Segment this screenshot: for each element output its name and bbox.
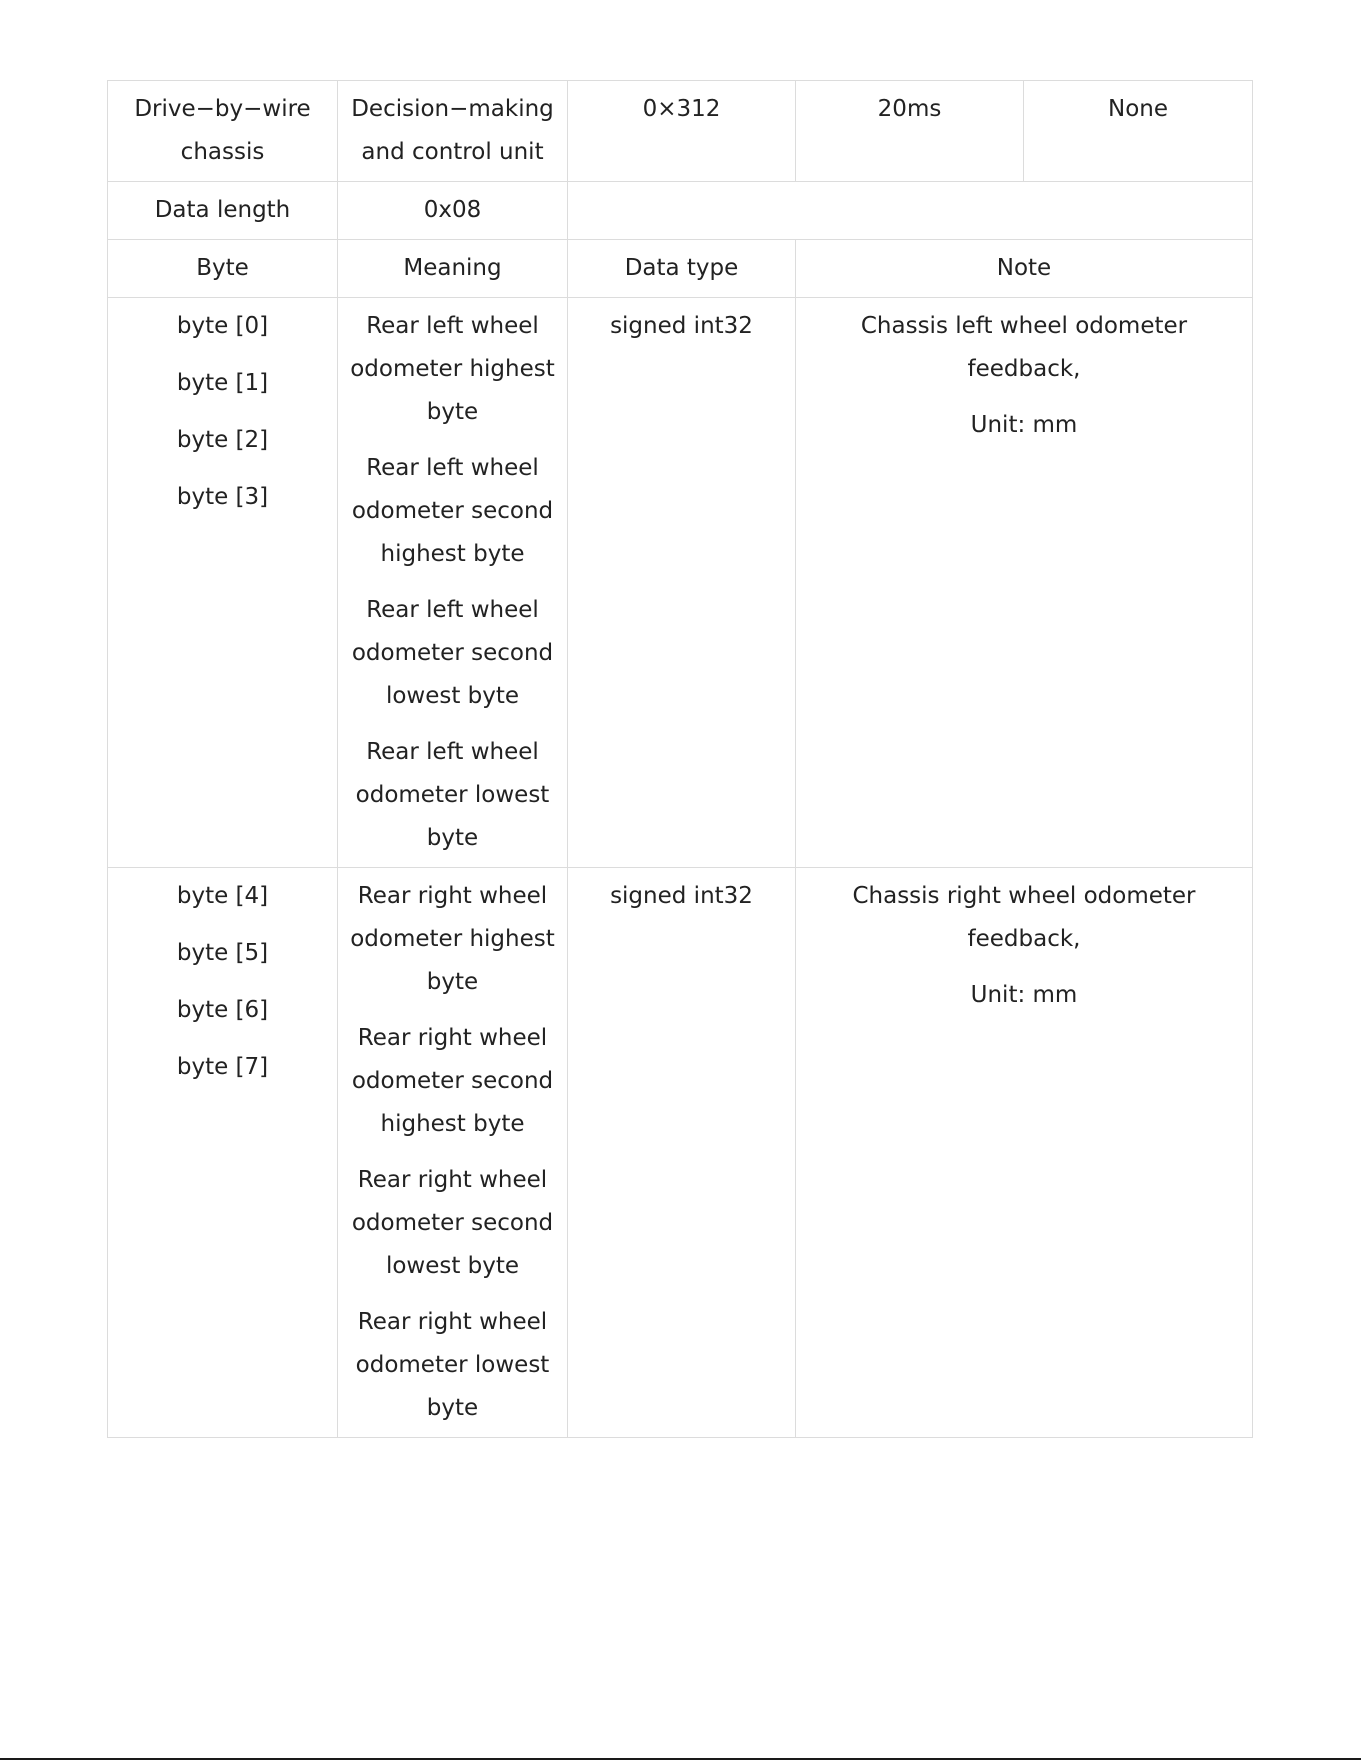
byte-label: byte [2] — [176, 427, 269, 453]
meaning-text: Rear right wheel odometer second lowest byte — [351, 1167, 554, 1279]
receiver-line: and control unit — [361, 139, 544, 165]
byte-label: byte [5] — [176, 940, 269, 966]
column-header-meaning: Meaning — [338, 240, 568, 298]
column-header-row — [108, 240, 1253, 298]
meaning-text: Rear left wheel odometer highest byte — [350, 313, 555, 425]
column-header-note: Note — [796, 240, 1253, 298]
byte-label: byte [6] — [176, 997, 269, 1023]
message-header-row — [108, 81, 1253, 182]
data-length-row — [108, 182, 1253, 240]
byte-label: byte [0] — [176, 313, 269, 339]
note-unit: Unit: mm — [970, 412, 1078, 438]
column-header-byte: Byte — [108, 240, 338, 298]
extra-cell: None — [1024, 81, 1253, 182]
data-type-cell: signed int32 — [568, 868, 796, 1438]
meaning-text: Rear right wheel odometer second highest byte — [351, 1025, 554, 1137]
meaning-list-cell — [338, 868, 568, 1438]
table-row — [108, 298, 1253, 868]
byte-list-cell — [108, 868, 338, 1438]
note-text: Chassis left wheel odometer feedback, — [860, 313, 1188, 382]
receiver-cell — [338, 81, 568, 182]
message-id-cell: 0×312 — [568, 81, 796, 182]
column-header-data-type: Data type — [568, 240, 796, 298]
byte-label: byte [7] — [176, 1054, 269, 1080]
note-text: Chassis right wheel odometer feedback, — [852, 883, 1196, 952]
empty-cell — [568, 182, 1253, 240]
note-cell — [796, 868, 1253, 1438]
meaning-text: Rear left wheel odometer lowest byte — [355, 739, 550, 851]
sender-line: Drive−by−wire — [134, 96, 311, 122]
data-type-cell: signed int32 — [568, 298, 796, 868]
byte-label: byte [3] — [176, 484, 269, 510]
note-cell — [796, 298, 1253, 868]
table-row — [108, 868, 1253, 1438]
meaning-text: Rear right wheel odometer highest byte — [350, 883, 555, 995]
data-length-value: 0x08 — [338, 182, 568, 240]
meaning-list-cell — [338, 298, 568, 868]
note-unit: Unit: mm — [970, 982, 1078, 1008]
sender-line: chassis — [180, 139, 265, 165]
byte-label: byte [4] — [176, 883, 269, 909]
sender-cell — [108, 81, 338, 182]
data-length-label: Data length — [108, 182, 338, 240]
meaning-text: Rear left wheel odometer second lowest byte — [351, 597, 554, 709]
receiver-line: Decision−making — [351, 96, 554, 122]
period-cell: 20ms — [796, 81, 1024, 182]
byte-list-cell — [108, 298, 338, 868]
can-message-spec-table — [107, 80, 1253, 1438]
meaning-text: Rear right wheel odometer lowest byte — [355, 1309, 550, 1421]
byte-label: byte [1] — [176, 370, 269, 396]
page-bottom-rule — [0, 1758, 1361, 1760]
meaning-text: Rear left wheel odometer second highest byte — [351, 455, 554, 567]
